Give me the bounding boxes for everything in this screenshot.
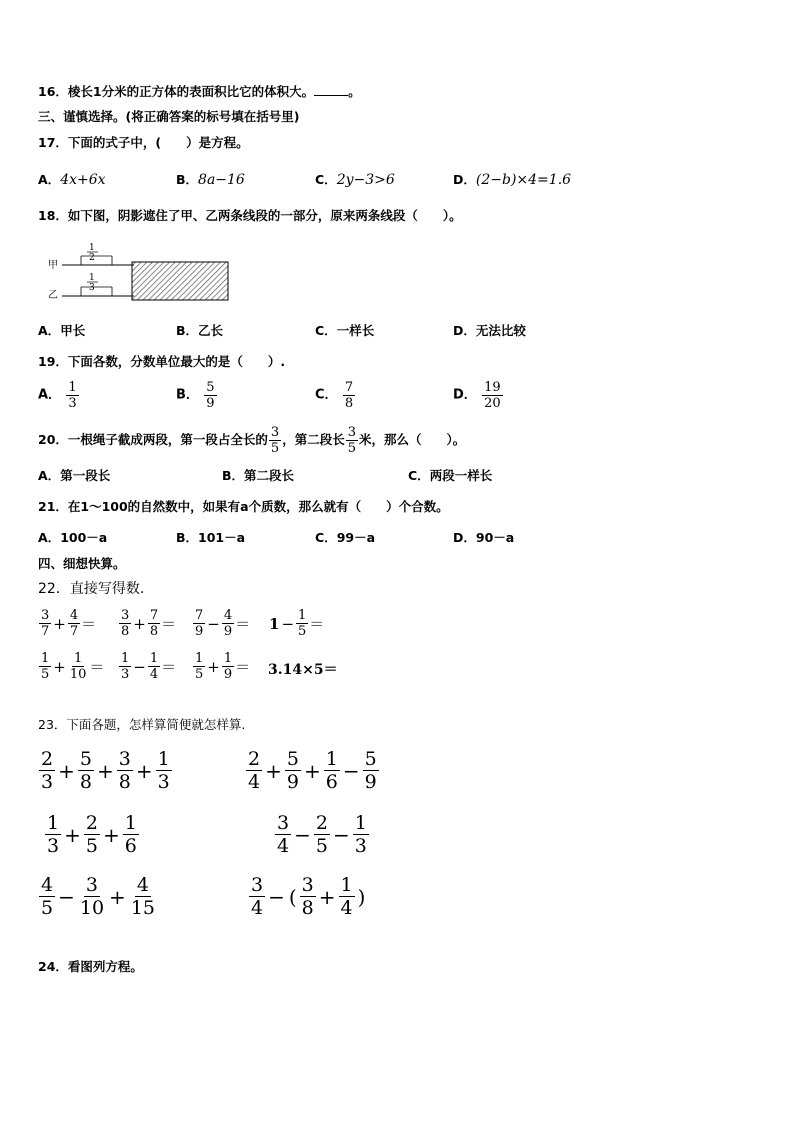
option-label: B．	[176, 387, 199, 403]
fraction: $\frac{5}{9}$	[206, 380, 215, 411]
question-24: 24．看图列方程。	[38, 959, 143, 974]
q22-expr-1[interactable]: $\frac{3}{7}$ + $\frac{4}{7}$ ＝	[41, 608, 97, 639]
label-jia: 甲	[48, 260, 58, 271]
q17-option-b[interactable]	[176, 171, 245, 189]
section-3-heading: 三、谨慎选择。(将正确答案的标号填在括号里)	[38, 109, 300, 124]
question-23: 23．下面各题，怎样算简便就怎样算.	[38, 717, 246, 732]
option-expr: 8a−16	[198, 172, 245, 188]
q22-expr-8[interactable]: 3.14×5＝	[268, 662, 338, 678]
q23-expr-2[interactable]: $\frac{2}{4}$ + $\frac{5}{9}$ + $\frac{1}{6}$ − $\frac{5}{9}$	[248, 748, 377, 793]
q21-option-b[interactable]	[176, 529, 245, 547]
q23-expr-1[interactable]: $\frac{2}{3}$ + $\frac{5}{8}$ + $\frac{3}{8}$ + $\frac{1}{3}$	[41, 748, 170, 793]
q20-text-2: ，第二段长	[282, 432, 345, 447]
option-label: B．	[176, 530, 199, 545]
q23-expr-5[interactable]: $\frac{4}{5}$ − $\frac{3}{10}$ + $\frac{4}{15}$	[41, 874, 155, 919]
q20-option-a[interactable]	[38, 467, 110, 485]
q17-option-c[interactable]	[315, 171, 395, 189]
option-expr: 4x+6x	[60, 172, 106, 188]
question-18: 18．如下图，阴影遮住了甲、乙两条线段的一部分，原来两条线段（ ）。	[38, 208, 462, 223]
q18-option-c[interactable]	[315, 322, 374, 340]
q17-option-a[interactable]	[38, 171, 106, 189]
question-20	[38, 422, 465, 458]
q23-expr-4[interactable]: $\frac{3}{4}$ − $\frac{2}{5}$ − $\frac{1}{3}$	[277, 812, 367, 857]
fraction: $\frac{3}{5}$	[270, 425, 280, 456]
q19-option-b[interactable]	[176, 380, 218, 411]
option-text: 乙长	[198, 323, 224, 338]
option-label: C．	[408, 468, 430, 483]
q21-option-d[interactable]	[453, 529, 514, 547]
section-4-heading: 四、细想快算。	[38, 556, 126, 571]
fraction: $\frac{3}{5}$	[347, 425, 356, 456]
question-19: 19．下面各数，分数单位最大的是（ ）.	[38, 354, 286, 369]
q20-text-3: 米，那么（ ）。	[358, 432, 466, 447]
option-label: A．	[38, 323, 61, 338]
option-expr: (2−b)×4=1.6	[475, 172, 572, 188]
q19-option-d[interactable]	[453, 380, 504, 411]
fraction: $\frac{7}{8}$	[344, 380, 354, 411]
shaded-cover	[132, 262, 228, 300]
answer-blank[interactable]	[314, 83, 348, 96]
option-label: B．	[222, 468, 245, 483]
option-text: 100－a	[60, 530, 108, 545]
q23-expr-6[interactable]: $\frac{3}{4}$ − ( $\frac{3}{8}$ + $\frac{1}{4}$ )	[251, 874, 366, 919]
option-text: 两段一样长	[429, 468, 493, 483]
option-label: C．	[315, 323, 337, 338]
question-16-end: 。	[348, 84, 361, 99]
option-text: 90－a	[475, 530, 515, 545]
frac-yi-den: 3	[89, 283, 95, 293]
option-text: 第一段长	[60, 468, 111, 483]
q22-expr-6[interactable]: $\frac{1}{3}$ − $\frac{1}{4}$ ＝	[121, 651, 177, 682]
q19-option-a[interactable]	[38, 380, 80, 411]
option-label: C．	[315, 530, 337, 545]
option-label: A．	[38, 172, 61, 187]
option-text: 第二段长	[244, 468, 295, 483]
frac-jia-num: 1	[89, 243, 95, 253]
frac-jia-den: 2	[89, 253, 95, 263]
option-text: 无法比较	[475, 323, 526, 338]
q21-option-c[interactable]	[315, 529, 375, 547]
q21-option-a[interactable]	[38, 529, 107, 547]
option-label: A．	[38, 387, 62, 403]
fraction: $\frac{1}{3}$	[68, 380, 77, 411]
option-label: C．	[315, 387, 338, 403]
option-label: B．	[176, 323, 199, 338]
q18-option-b[interactable]	[176, 322, 223, 340]
question-16	[38, 83, 361, 101]
question-16-text: 16．棱长1分米的正方体的表面积比它的体积大。	[38, 84, 315, 99]
option-expr: 2y−3>6	[336, 172, 395, 188]
option-label: D．	[453, 530, 476, 545]
question-22: 22．直接写得数.	[38, 581, 145, 597]
option-label: D．	[453, 172, 476, 187]
q17-option-d[interactable]	[453, 171, 571, 189]
question-17: 17．下面的式子中，( ）是方程。	[38, 135, 249, 150]
option-text: 99－a	[336, 530, 376, 545]
option-text: 101－a	[198, 530, 246, 545]
option-label: C．	[315, 172, 337, 187]
q22-expr-2[interactable]: $\frac{3}{8}$ + $\frac{7}{8}$ ＝	[121, 608, 177, 639]
frac-yi-num: 1	[89, 273, 95, 283]
q20-text-1: 20．一根绳子截成两段，第一段占全长的	[38, 432, 268, 447]
q20-option-b[interactable]	[222, 467, 294, 485]
option-label: A．	[38, 530, 61, 545]
line-segments-figure	[46, 238, 236, 304]
question-21: 21．在1～100的自然数中，如果有a个质数，那么就有（ ）个合数。	[38, 499, 449, 514]
q22-expr-5[interactable]: $\frac{1}{5}$ + $\frac{1}{10}$ ＝	[41, 651, 105, 682]
q18-option-a[interactable]	[38, 322, 85, 340]
q18-option-d[interactable]	[453, 322, 526, 340]
q22-expr-3[interactable]: $\frac{7}{9}$ − $\frac{4}{9}$ ＝	[195, 608, 251, 639]
option-text: 一样长	[336, 323, 375, 338]
q20-option-c[interactable]	[408, 467, 492, 485]
q22-expr-4[interactable]: 1 − $\frac{1}{5}$ ＝	[269, 608, 325, 639]
option-label: D．	[453, 387, 477, 403]
fraction: $\frac{19}{20}$	[484, 380, 501, 411]
option-label: B．	[176, 172, 199, 187]
q22-expr-7[interactable]: $\frac{1}{5}$ + $\frac{1}{9}$ ＝	[195, 651, 251, 682]
q19-option-c[interactable]	[315, 380, 356, 411]
option-label: D．	[453, 323, 476, 338]
label-yi: 乙	[48, 290, 58, 301]
option-label: A．	[38, 468, 61, 483]
option-text: 甲长	[60, 323, 86, 338]
q23-expr-3[interactable]: $\frac{1}{3}$ + $\frac{2}{5}$ + $\frac{1}{6}$	[47, 812, 137, 857]
